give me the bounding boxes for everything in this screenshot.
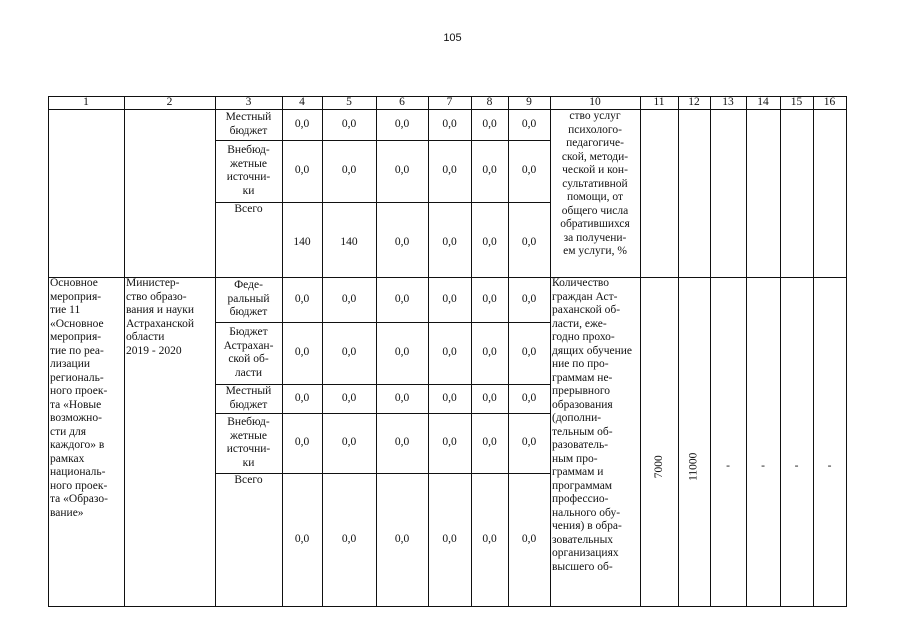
funding-value: 0,0 <box>394 292 410 305</box>
funding-value: 0,0 <box>394 436 410 449</box>
funding-value: 0,0 <box>341 117 357 130</box>
funding-value: 0,0 <box>294 117 310 130</box>
funding-value: 0,0 <box>521 532 537 545</box>
rotated-value: 7000 <box>652 455 665 478</box>
indicator-value-col15: - <box>794 459 799 472</box>
funding-source: Внебюд- жетные источни- ки <box>226 416 271 469</box>
funding-value: 0,0 <box>341 436 357 449</box>
header-col-9: 9 <box>526 96 532 108</box>
header-col-10: 10 <box>589 96 601 108</box>
funding-value: 0,0 <box>482 235 497 248</box>
funding-value: 0,0 <box>394 346 410 359</box>
funding-value: 0,0 <box>341 292 357 305</box>
indicator-value-col13: - <box>726 459 730 472</box>
header-col-5: 5 <box>346 96 352 108</box>
funding-value: 0,0 <box>521 292 537 305</box>
page-number: 105 <box>443 32 462 44</box>
header-col-14: 14 <box>757 96 769 108</box>
funding-value: 0,0 <box>482 292 497 305</box>
header-col-6: 6 <box>399 96 405 108</box>
funding-value: 0,0 <box>394 117 410 130</box>
indicator-value-col14: - <box>761 459 765 472</box>
funding-value: 0,0 <box>442 164 457 177</box>
funding-value: 0,0 <box>521 436 537 449</box>
funding-value: 0,0 <box>521 346 537 359</box>
header-col-1: 1 <box>83 96 89 108</box>
funding-value: 0,0 <box>521 117 537 130</box>
header-col-13: 13 <box>722 96 734 108</box>
funding-value: 0,0 <box>394 235 410 248</box>
funding-value: 0,0 <box>341 532 357 545</box>
header-col-3: 3 <box>245 96 252 108</box>
activity-name: Основное мероприя- тие 11 «Основное мероприя- тие по реа- лизации региональ- ного проек- та «Новые возможно- сти для каждого» в рамках националь- ного проек- та «Образо- вание» <box>50 277 108 519</box>
funding-value: 140 <box>293 235 311 248</box>
funding-value: 0,0 <box>521 164 537 177</box>
funding-value: 0,0 <box>482 436 497 449</box>
funding-value: 0,0 <box>482 532 497 545</box>
header-col-8: 8 <box>486 96 493 108</box>
executor-period: Министер- ство образо- вания и науки Астраханской области 2019 - 2020 <box>126 277 195 357</box>
funding-value: 0,0 <box>482 164 497 177</box>
funding-value: 0,0 <box>442 117 457 130</box>
funding-value: 0,0 <box>442 391 457 404</box>
funding-value: 0,0 <box>341 346 357 359</box>
header-col-15: 15 <box>790 96 803 108</box>
funding-value: 0,0 <box>394 164 410 177</box>
funding-source: Всего <box>234 203 263 215</box>
funding-value: 0,0 <box>521 235 537 248</box>
rotated-value: 11000 <box>687 452 700 481</box>
funding-source: Феде- ральный бюджет <box>227 279 270 319</box>
funding-value: 0,0 <box>442 346 457 359</box>
indicator-value-col12 <box>678 277 710 606</box>
indicator-value-col16: - <box>827 459 832 472</box>
funding-value: 0,0 <box>394 532 410 545</box>
header-col-12: 12 <box>688 96 700 108</box>
funding-value: 0,0 <box>294 164 310 177</box>
funding-value: 0,0 <box>294 391 310 404</box>
funding-value: 0,0 <box>294 532 310 545</box>
header-col-11: 11 <box>653 96 665 108</box>
funding-value: 0,0 <box>294 346 310 359</box>
header-col-2: 2 <box>166 96 173 108</box>
funding-value: 0,0 <box>341 391 357 404</box>
indicator-text: Количество граждан Аст- раханской об- ласти, еже- годно прохо- дящих обучение ние по про- граммам не- прерывного образования (дополни- тельным об- разователь- ным про- граммам и программам профессио- нального обу- чения) в обра- зовательных организациях высшего об- <box>552 277 632 573</box>
funding-value: 0,0 <box>394 391 410 404</box>
funding-value: 0,0 <box>521 391 537 404</box>
funding-value: 0,0 <box>294 292 310 305</box>
funding-value: 0,0 <box>442 532 457 545</box>
header-col-7: 7 <box>446 96 453 108</box>
funding-source: Бюджет Астрахан- ской об- ласти <box>223 326 274 379</box>
funding-value: 0,0 <box>294 436 310 449</box>
funding-value: 0,0 <box>482 117 497 130</box>
funding-source: Внебюд- жетные источни- ки <box>226 144 271 197</box>
funding-value: 0,0 <box>482 391 497 404</box>
indicator-value-col11 <box>640 277 678 606</box>
indicator-text: ство услуг психолого- педагогиче- ской, методи- ческой и кон- сультативной помощи, от общего числа обратившихся за получени- ем услуги, % <box>560 110 630 257</box>
header-col-16: 16 <box>823 96 836 108</box>
table-bottom-border <box>48 606 847 607</box>
funding-value: 0,0 <box>482 346 497 359</box>
funding-value: 0,0 <box>442 235 457 248</box>
funding-value: 0,0 <box>442 292 457 305</box>
funding-source: Всего <box>234 474 263 486</box>
funding-value: 140 <box>340 235 358 248</box>
funding-source: Местный бюджет <box>225 385 272 411</box>
funding-source: Местный бюджет <box>225 111 272 137</box>
funding-value: 0,0 <box>341 164 357 177</box>
funding-value: 0,0 <box>442 436 457 449</box>
header-col-4: 4 <box>299 96 305 108</box>
column-border <box>846 96 847 607</box>
